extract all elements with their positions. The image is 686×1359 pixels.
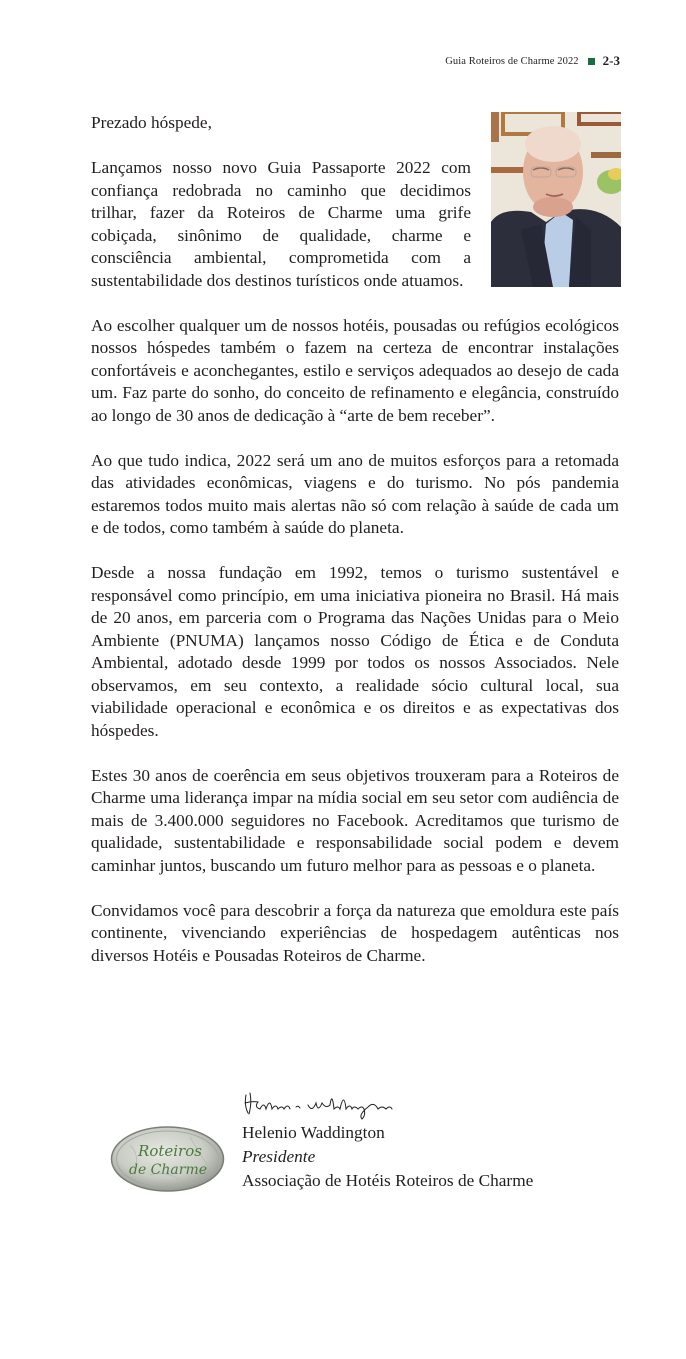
- signatory-name: Helenio Waddington: [242, 1123, 385, 1142]
- greeting: Prezado hóspede,: [91, 113, 212, 132]
- guide-title: Guia Roteiros de Charme 2022: [445, 55, 579, 67]
- green-square-icon: [588, 58, 595, 65]
- page-header: [445, 53, 620, 69]
- paragraph-1: Lançamos nosso novo Guia Passaporte 2022 com confiança redobrada no caminho que decidimos trilhar, fazer da Roteiros de Charme uma grife cobiçada, sinônimo de qualidade, charme e consciência ambiental, comprometida com a sustentabilidade dos destinos turísticos onde atuamos.: [91, 158, 471, 290]
- signatory-role: Presidente: [242, 1147, 316, 1166]
- page-number: 2-3: [602, 53, 620, 68]
- signatory-organization: Associação de Hotéis Roteiros de Charme: [242, 1171, 534, 1190]
- letter-body: [91, 112, 619, 990]
- paragraph-2: Ao escolher qualquer um de nossos hotéis, pousadas ou refúgios ecológicos nossos hóspedes também o fazem na certeza de encontrar instalações confortáveis e aconchegantes, estilo e serviços adequados ao desejo de cada um. Faz parte do sonho, do conceito de refinamento e elegância, construído ao longo de 30 anos de dedicação à “arte de bem receber”.: [91, 315, 619, 425]
- logo-badge-icon: [110, 1125, 225, 1193]
- signature-text: [242, 1121, 533, 1193]
- roteiros-de-charme-logo: [110, 1125, 225, 1193]
- svg-text:de Charme: de Charme: [128, 1162, 208, 1178]
- signature-icon: [242, 1087, 432, 1121]
- paragraph-6: Convidamos você para descobrir a força da natureza que emoldura este país continente, vivenciando experiências de hospedagem autênticas nos diversos Hotéis e Pousadas Roteiros de Charme.: [91, 900, 619, 965]
- svg-text:Roteiros: Roteiros: [138, 1142, 202, 1160]
- paragraph-3: Ao que tudo indica, 2022 será um ano de muitos esforços para a retomada das atividades econômicas, viagens e do turismo. No pós pandemia estaremos todos muito mais alertas não só com relação à saúde de cada um e de todos, como também à saúde do planeta.: [91, 450, 619, 537]
- paragraph-4: Desde a nossa fundação em 1992, temos o turismo sustentável e responsável como princípio, em uma iniciativa pioneira no Brasil. Há mais de 20 anos, em parceria com o Programa das Nações Unidas para o Meio Ambiente (PNUMA) lançamos nosso Código de Ética e de Conduta Ambiental, adotado desde 1999 por todos os nossos Associados. Nele observamos, em seu contexto, a realidade sócio cultural local, sua viabilidade operacional e econômica e os direitos e as expectativas dos hóspedes.: [91, 563, 619, 740]
- paragraph-5: Estes 30 anos de coerência em seus objetivos trouxeram para a Roteiros de Charme uma liderança impar na mídia social em seu setor com audiência de mais de 3.400.000 seguidores no Facebook. Acreditamos que turismo de qualidade, sustentabilidade e responsabilidade social podem e devem caminhar juntos, buscando um futuro melhor para as pessoas e o planeta.: [91, 765, 619, 875]
